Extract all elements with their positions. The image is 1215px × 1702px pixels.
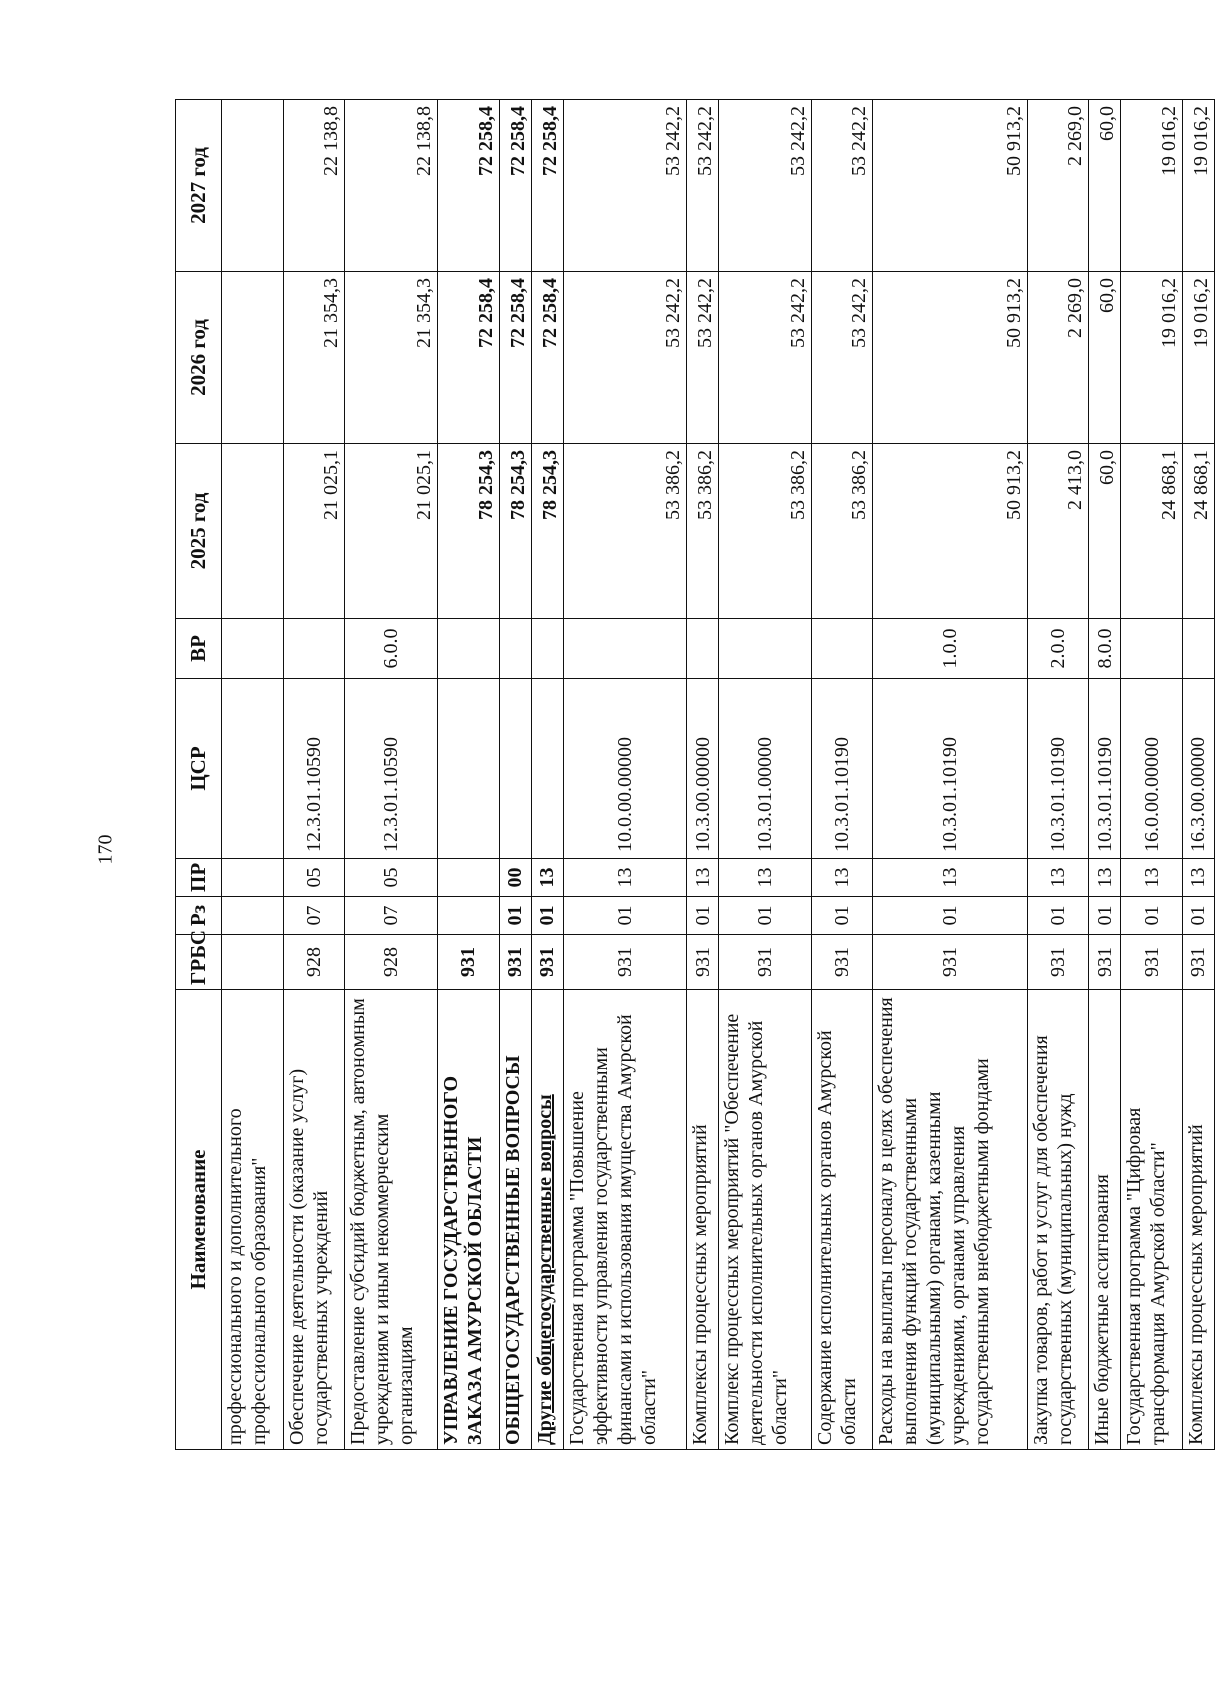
row-vr: 8.0.0	[1089, 619, 1121, 679]
row-2026: 72 258,4	[531, 272, 563, 444]
table-row	[437, 100, 499, 1450]
row-pr: 13	[563, 859, 686, 897]
row-pr: 13	[531, 859, 563, 897]
row-2025: 21 025,1	[345, 444, 438, 619]
row-2027: 19 016,2	[1182, 100, 1214, 272]
row-2026: 50 913,2	[873, 272, 1027, 444]
row-2025: 60,0	[1089, 444, 1121, 619]
row-2025: 53 386,2	[719, 444, 812, 619]
row-2026: 53 242,2	[811, 272, 873, 444]
row-2026: 21 354,3	[283, 272, 345, 444]
table-row	[719, 100, 812, 1450]
row-name: Другие общегосударственные вопросы	[531, 990, 563, 1450]
row-name: УПРАВЛЕНИЕ ГОСУДАРСТВЕННОГО ЗАКАЗА АМУРСКОЙ ОБЛАСТИ	[437, 990, 499, 1450]
row-pr: 13	[873, 859, 1027, 897]
header-csr: ЦСР	[176, 679, 222, 859]
row-rz: 01	[811, 897, 873, 935]
table-row	[687, 100, 719, 1450]
row-grbs: 931	[563, 935, 686, 990]
row-grbs: 931	[1027, 935, 1089, 990]
row-rz: 01	[873, 897, 1027, 935]
row-rz: 01	[687, 897, 719, 935]
row-2026: 19 016,2	[1182, 272, 1214, 444]
row-grbs: 931	[687, 935, 719, 990]
row-grbs: 928	[345, 935, 438, 990]
row-csr: 10.3.01.10190	[873, 679, 1027, 859]
header-grbs: ГРБС	[176, 935, 222, 990]
row-2027	[222, 100, 284, 272]
row-csr: 16.0.00.00000	[1121, 679, 1183, 859]
row-pr: 05	[283, 859, 345, 897]
budget-table-rotated	[175, 100, 1215, 1450]
row-2027: 2 269,0	[1027, 100, 1089, 272]
header-pr: ПР	[176, 859, 222, 897]
row-name: профессионального и дополнительного профессионального образования"	[222, 990, 284, 1450]
row-csr: 12.3.01.10590	[345, 679, 438, 859]
row-rz	[222, 897, 284, 935]
row-grbs: 931	[1089, 935, 1121, 990]
row-2025: 53 386,2	[811, 444, 873, 619]
row-pr	[437, 859, 499, 897]
row-rz	[437, 897, 499, 935]
row-csr: 10.0.00.00000	[563, 679, 686, 859]
row-csr: 10.3.01.00000	[719, 679, 812, 859]
row-2027: 22 138,8	[283, 100, 345, 272]
row-rz: 01	[1089, 897, 1121, 935]
row-rz: 01	[531, 897, 563, 935]
row-pr: 13	[1089, 859, 1121, 897]
row-2026: 60,0	[1089, 272, 1121, 444]
table-row	[1089, 100, 1121, 1450]
row-2025: 78 254,3	[499, 444, 531, 619]
row-vr	[719, 619, 812, 679]
row-csr: 10.3.01.10190	[1089, 679, 1121, 859]
row-pr: 00	[499, 859, 531, 897]
table-row	[499, 100, 531, 1450]
row-name: Комплекс процессных мероприятий "Обеспечение деятельности исполнительных органов Амурской области"	[719, 990, 812, 1450]
row-2026: 2 269,0	[1027, 272, 1089, 444]
row-vr	[437, 619, 499, 679]
row-2025: 24 868,1	[1182, 444, 1214, 619]
row-2026: 53 242,2	[563, 272, 686, 444]
row-2026: 53 242,2	[719, 272, 812, 444]
row-csr	[531, 679, 563, 859]
row-pr: 13	[811, 859, 873, 897]
row-name: Комплексы процессных мероприятий	[1182, 990, 1214, 1450]
row-2027: 53 242,2	[563, 100, 686, 272]
row-vr	[687, 619, 719, 679]
row-name: Закупка товаров, работ и услуг для обеспечения государственных (муниципальных) нужд	[1027, 990, 1089, 1450]
table-row	[283, 100, 345, 1450]
table-row	[531, 100, 563, 1450]
row-name: Содержание исполнительных органов Амурской области	[811, 990, 873, 1450]
row-2027: 50 913,2	[873, 100, 1027, 272]
row-csr	[499, 679, 531, 859]
row-name: Предоставление субсидий бюджетным, автономным учреждениям и иным некоммерческим организациям	[345, 990, 438, 1450]
row-vr	[499, 619, 531, 679]
row-grbs: 931	[499, 935, 531, 990]
row-rz: 01	[1121, 897, 1183, 935]
table-row	[563, 100, 686, 1450]
row-2026	[222, 272, 284, 444]
row-2027: 72 258,4	[531, 100, 563, 272]
row-vr: 2.0.0	[1027, 619, 1089, 679]
row-csr: 10.3.01.10190	[1027, 679, 1089, 859]
row-pr: 13	[1027, 859, 1089, 897]
row-2027: 72 258,4	[437, 100, 499, 272]
page-number: 170	[94, 834, 117, 865]
row-name: Государственная программа "Повышение эффективности управления государственными финансами и использования имущества Амурской области"	[563, 990, 686, 1450]
row-pr	[222, 859, 284, 897]
row-pr: 13	[687, 859, 719, 897]
row-grbs	[222, 935, 284, 990]
row-grbs: 931	[873, 935, 1027, 990]
row-2027: 72 258,4	[499, 100, 531, 272]
row-grbs: 931	[437, 935, 499, 990]
row-vr: 6.0.0	[345, 619, 438, 679]
row-2026: 72 258,4	[437, 272, 499, 444]
row-vr	[1182, 619, 1214, 679]
row-2025: 24 868,1	[1121, 444, 1183, 619]
row-name: Иные бюджетные ассигнования	[1089, 990, 1121, 1450]
row-grbs: 931	[1182, 935, 1214, 990]
row-rz: 01	[1027, 897, 1089, 935]
row-vr	[531, 619, 563, 679]
header-2025: 2025 год	[176, 444, 222, 619]
row-vr	[222, 619, 284, 679]
header-vr: ВР	[176, 619, 222, 679]
table-row	[811, 100, 873, 1450]
row-rz: 01	[499, 897, 531, 935]
row-2025: 50 913,2	[873, 444, 1027, 619]
header-2026: 2026 год	[176, 272, 222, 444]
row-vr	[1121, 619, 1183, 679]
row-2027: 22 138,8	[345, 100, 438, 272]
row-2025: 53 386,2	[563, 444, 686, 619]
row-name: Расходы на выплаты персоналу в целях обеспечения выполнения функций государственными (муниципальными) органами, казенными учреждениями, органами управления государственными внебюджетными фондами	[873, 990, 1027, 1450]
row-rz: 01	[1182, 897, 1214, 935]
row-vr: 1.0.0	[873, 619, 1027, 679]
budget-table	[175, 99, 1215, 1450]
row-2025: 53 386,2	[687, 444, 719, 619]
row-2025: 21 025,1	[283, 444, 345, 619]
row-2027: 53 242,2	[719, 100, 812, 272]
row-rz: 07	[345, 897, 438, 935]
table-row	[1182, 100, 1214, 1450]
row-csr	[437, 679, 499, 859]
row-csr: 10.3.01.10190	[811, 679, 873, 859]
row-name: Государственная программа "Цифровая трансформация Амурской области"	[1121, 990, 1183, 1450]
row-csr	[222, 679, 284, 859]
row-vr	[563, 619, 686, 679]
row-csr: 12.3.01.10590	[283, 679, 345, 859]
row-pr: 05	[345, 859, 438, 897]
header-2027: 2027 год	[176, 100, 222, 272]
row-name: Обеспечение деятельности (оказание услуг) государственных учреждений	[283, 990, 345, 1450]
row-grbs: 931	[1121, 935, 1183, 990]
row-2027: 60,0	[1089, 100, 1121, 272]
row-grbs: 931	[811, 935, 873, 990]
row-2026: 53 242,2	[687, 272, 719, 444]
header-rz: Рз	[176, 897, 222, 935]
row-vr	[811, 619, 873, 679]
row-2025: 78 254,3	[437, 444, 499, 619]
row-grbs: 928	[283, 935, 345, 990]
row-vr	[283, 619, 345, 679]
row-grbs: 931	[719, 935, 812, 990]
row-2025: 78 254,3	[531, 444, 563, 619]
row-2025	[222, 444, 284, 619]
table-row	[1121, 100, 1183, 1450]
row-rz: 07	[283, 897, 345, 935]
header-name: Наименование	[176, 990, 222, 1450]
table-row	[222, 100, 284, 1450]
table-row	[873, 100, 1027, 1450]
row-rz: 01	[563, 897, 686, 935]
row-2027: 53 242,2	[687, 100, 719, 272]
row-pr: 13	[1182, 859, 1214, 897]
row-rz: 01	[719, 897, 812, 935]
row-2026: 21 354,3	[345, 272, 438, 444]
table-row	[345, 100, 438, 1450]
row-2026: 72 258,4	[499, 272, 531, 444]
row-grbs: 931	[531, 935, 563, 990]
row-2027: 53 242,2	[811, 100, 873, 272]
table-header-row	[176, 100, 222, 1450]
row-2027: 19 016,2	[1121, 100, 1183, 272]
row-2026: 19 016,2	[1121, 272, 1183, 444]
row-name: Комплексы процессных мероприятий	[687, 990, 719, 1450]
row-csr: 16.3.00.00000	[1182, 679, 1214, 859]
row-pr: 13	[719, 859, 812, 897]
table-row	[1027, 100, 1089, 1450]
row-name: ОБЩЕГОСУДАРСТВЕННЫЕ ВОПРОСЫ	[499, 990, 531, 1450]
row-csr: 10.3.00.00000	[687, 679, 719, 859]
row-2025: 2 413,0	[1027, 444, 1089, 619]
row-pr: 13	[1121, 859, 1183, 897]
